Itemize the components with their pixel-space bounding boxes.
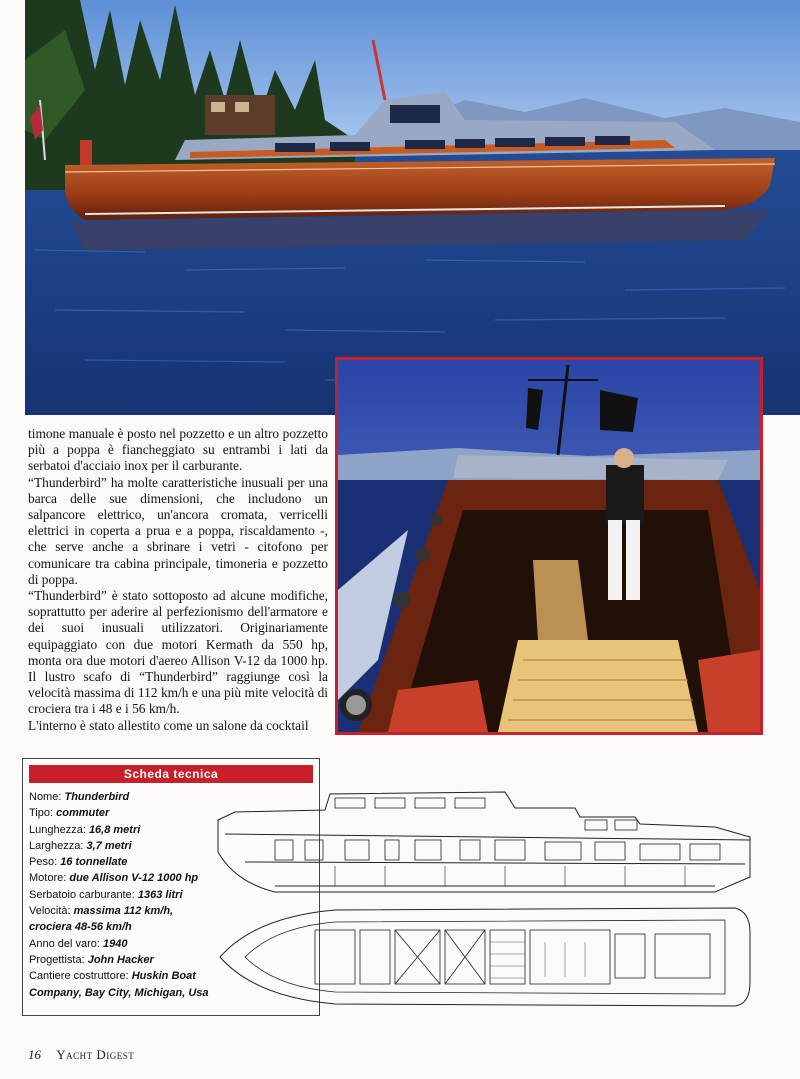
spec-value: John Hacker: [87, 953, 154, 966]
spec-value: 16 tonnellate: [60, 856, 128, 869]
article-paragraph: timone manuale è posto nel pozzetto e un altro pozzetto più a poppa è fiancheggiato su entrambi i lati da serbatoi d'acciaio inox per il carburante.: [28, 426, 328, 474]
spec-value: Thunderbird: [64, 791, 130, 803]
magazine-name: Yacht Digest: [56, 1047, 135, 1062]
spec-label: Anno del varo:: [29, 937, 103, 950]
spec-value: massima 112 km/h,: [73, 905, 174, 918]
spec-label: Larghezza:: [29, 839, 87, 852]
boat-plans: [215, 782, 760, 1012]
page-footer: [28, 1047, 134, 1063]
spec-value: crociera 48-56 km/h: [29, 921, 132, 934]
hero-photo-boat-on-lake: [25, 0, 800, 415]
spec-label: Serbatoio carburante:: [29, 888, 138, 901]
spec-label: Progettista:: [29, 953, 88, 966]
spec-value: Company, Bay City, Michigan, Usa: [29, 986, 209, 999]
spec-value: 3,7 metri: [86, 839, 132, 852]
spec-value: due Allison V-12 1000 hp: [69, 872, 199, 885]
side-profile-drawing: [218, 792, 750, 892]
page-number: 16: [28, 1047, 41, 1062]
deck-plan-drawing: [220, 908, 750, 1006]
article-paragraph: “Thunderbird” ha molte caratteristiche inusuali per una barca delle sue dimensioni, che includono un salpancore elettrico, un'ancora cromata, verricelli elettrici in coperta a prua e a poppa, riscaldamento -, che serve anche a sbrinare i vetri - citofono per comunicare tra cabina principale, timoneria e pozzetto di poppa.: [28, 474, 328, 587]
spec-value: 1363 litri: [137, 888, 183, 901]
spec-label: Peso:: [29, 856, 61, 869]
inset-photo-deck-view: [335, 357, 763, 735]
spec-value: 16,8 metri: [88, 823, 141, 836]
spec-label: Velocità:: [29, 905, 74, 918]
spec-value: Huskin Boat: [131, 970, 196, 983]
spec-value: 1940: [103, 937, 128, 950]
spec-label: Tipo:: [29, 807, 57, 820]
spec-value: commuter: [56, 807, 110, 820]
article-paragraph: L'interno è stato allestito come un salone da cocktail: [28, 717, 309, 733]
spec-label: Cantiere costruttore:: [29, 970, 132, 983]
specs-title: Scheda tecnica: [29, 765, 313, 783]
spec-label: Lunghezza:: [29, 823, 89, 836]
article-paragraph: “Thunderbird” è stato sottoposto ad alcune modifiche, soprattutto per aderire al perfezionismo dell'armatore e dei suoi inusuali utilizzatori. Originariamente equipaggiato con due motori Kermath da 550 hp, monta ora due motori d'aereo Allison V-12 da 1000 hp. Il lustro scafo di “Thunderbird” raggiunge così la velocità massima di 112 km/h e una più mite velocità di crociera tra i 48 e i 56 km/h.: [28, 588, 328, 717]
spec-label: Motore:: [29, 872, 70, 885]
article-body: [28, 426, 328, 734]
spec-label: Nome:: [29, 791, 65, 803]
